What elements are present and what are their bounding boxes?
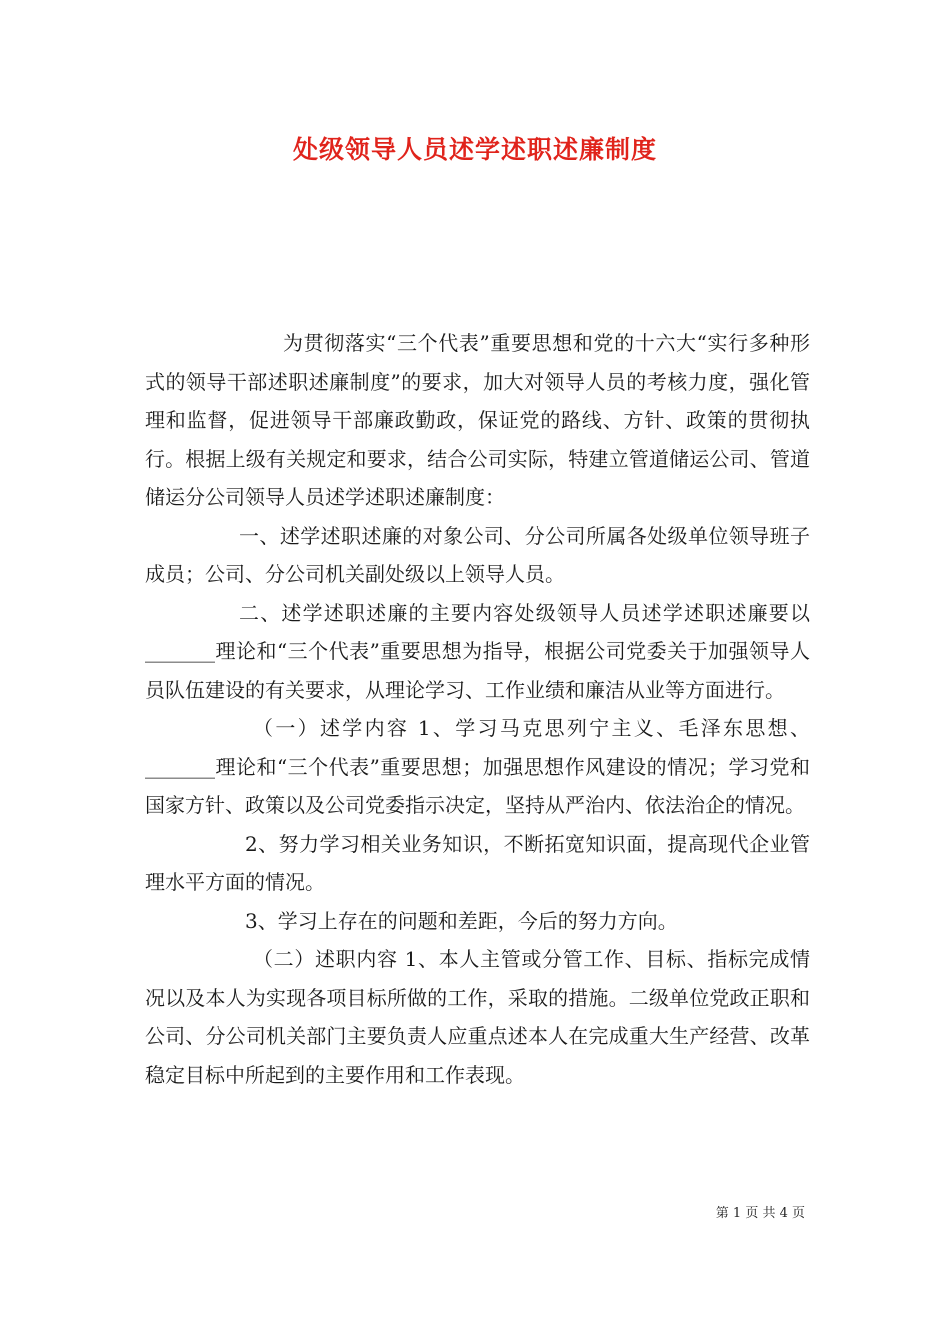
paragraph-section-2: 二、述学述职述廉的主要内容处级领导人员述学述职述廉要以_______理论和“三个代表”重要思想为指导，根据公司党委关于加强领导人员队伍建设的有关要求，从理论学习、工作业绩和廉洁从业等方面进行。 (145, 600, 810, 702)
document-title: 处级领导人员述学述职述廉制度 (292, 135, 657, 164)
paragraph-section-1: 一、述学述职述廉的对象公司、分公司所属各处级单位领导班子成员；公司、分公司机关副处级以上领导人员。 (145, 523, 810, 586)
paragraph-study-item-3: 3、学习上存在的问题和差距，今后的努力方向。 (245, 908, 678, 933)
page-number: 第 1 页 共 4 页 (715, 1206, 805, 1221)
paragraph-duty-content: （二）述职内容 1、本人主管或分管工作、目标、指标完成情况以及本人为实现各项目标所做的工作，采取的措施。二级单位党政正职和公司、分公司机关部门主要负责人应重点述本人在完成重大生产经营、改革稳定目标中所起到的主要作用和工作表现。 (145, 947, 810, 1087)
paragraph-study-content: （一）述学内容 1、学习马克思列宁主义、毛泽东思想、_______理论和“三个代表”重要思想；加强思想作风建设的情况；学习党和国家方针、政策以及公司党委指示决定，坚持从严治内、依法治企的情况。 (145, 716, 810, 817)
paragraph-study-item-2: 2、努力学习相关业务知识，不断拓宽知识面，提高现代企业管理水平方面的情况。 (145, 831, 810, 894)
paragraph-intro: 为贯彻落实“三个代表”重要思想和党的十六大“实行多种形式的领导干部述职述廉制度”的要求，加大对领导人员的考核力度，强化管理和监督，促进领导干部廉政勤政，保证党的路线、方针、政策的贯彻执行。根据上级有关规定和要求，结合公司实际，特建立管道储运公司、管道储运分公司领导人员述学述职述廉制度： (145, 331, 810, 509)
document-body (145, 324, 810, 1094)
